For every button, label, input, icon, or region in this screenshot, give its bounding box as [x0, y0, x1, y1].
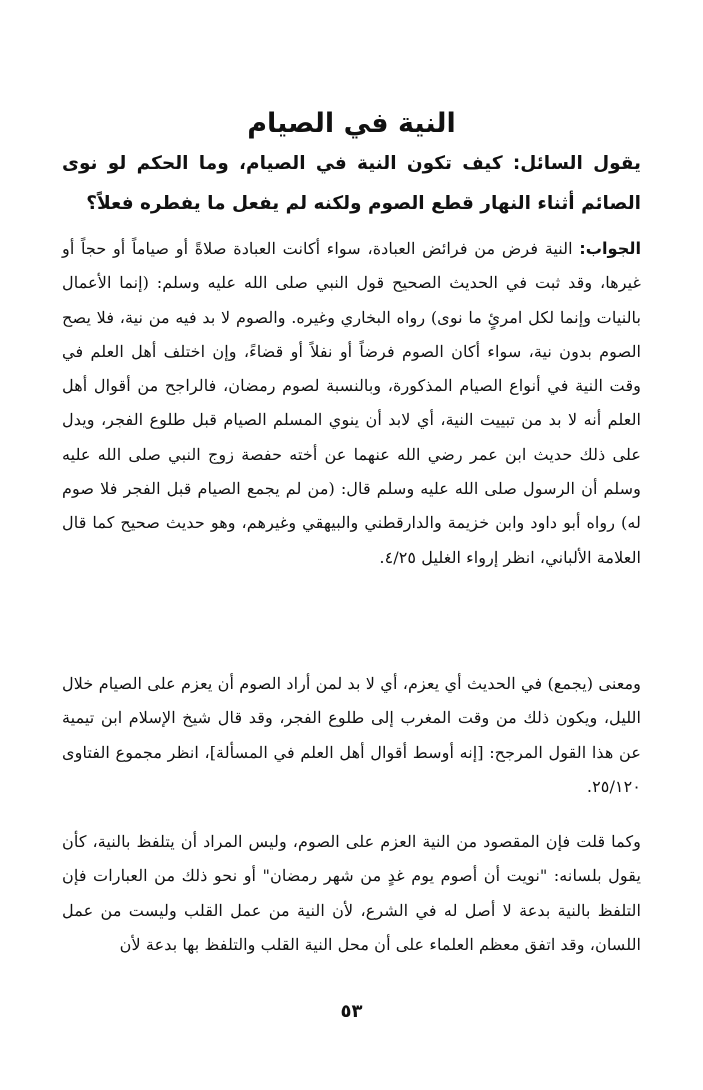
answer-lead: الجواب:: [579, 239, 641, 258]
question-text: يقول السائل: كيف تكون النية في الصيام، وما الحكم لو نوى الصائم أثناء النهار قطع الصوم ولكنه لم يفعل ما يفطره فعلاً؟: [62, 153, 641, 214]
answer-paragraph-2: ومعنى (يجمع) في الحديث أي يعزم، أي لا بد لمن أراد الصوم أن يعزم على الصيام خلال الليل، ويكون ذلك من وقت المغرب إلى طلوع الفجر، وقد قال شيخ الإسلام ابن تيمية عن هذا القول المرجح: [إنه أوسط أقوال أهل العلم في المسألة]، انظر مجموع الفتاوى ٢٥/١٢٠.: [62, 674, 641, 796]
answer-paragraph-1: [62, 232, 641, 575]
page-title: النية في الصيام: [247, 108, 456, 139]
answer-paragraph-1-text: النية فرض من فرائض العبادة، سواء أكانت العبادة صلاةً أو صياماً أو حجاً أو غيرها، وقد ثبت في الحديث الصحيح قول النبي صلى الله عليه وسلم: (إنما الأعمال بالنيات وإنما لكل امرئٍ ما نوى) رواه البخاري وغيره. والصوم لا بد فيه من نية، فلا يصح الصوم بدون نية، سواء أكان الصوم فرضاً أو نفلاً أو قضاءً، وإن اختلف أهل العلم في وقت النية في أنواع الصيام المذكورة، وبالنسبة لصوم رمضان، فالراجح من أقوال أهل العلم أنه لا بد من تبييت النية، أي لابد أن ينوي المسلم الصيام قبل طلوع الفجر، ويدل على ذلك حديث ابن عمر رضي الله عنهما عن أخته حفصة زوج النبي صلى الله عليه وسلم أن الرسول صلى الله عليه وسلم قال: (من لم يجمع الصيام قبل الفجر فلا صوم له) رواه أبو داود وابن خزيمة والدارقطني والبيهقي وغيرهم، وهو حديث صحيح كما قال العلامة الألباني، انظر إرواء الغليل ٤/٢٥.: [62, 239, 641, 567]
page-number: ٥٣: [340, 1001, 363, 1022]
answer-paragraph-3: وكما قلت فإن المقصود من النية العزم على الصوم، وليس المراد أن يتلفظ بالنية، كأن يقول بلسانه: "نويت أن أصوم يوم غدٍ من شهر رمضان" أو نحو ذلك من العبارات فإن التلفظ بالنية بدعة لا أصل له في الشرع، لأن النية من عمل القلب وليست من عمل اللسان، وقد اتفق معظم العلماء على أن محل النية القلب والتلفظ بها بدعة لأن: [62, 832, 641, 954]
